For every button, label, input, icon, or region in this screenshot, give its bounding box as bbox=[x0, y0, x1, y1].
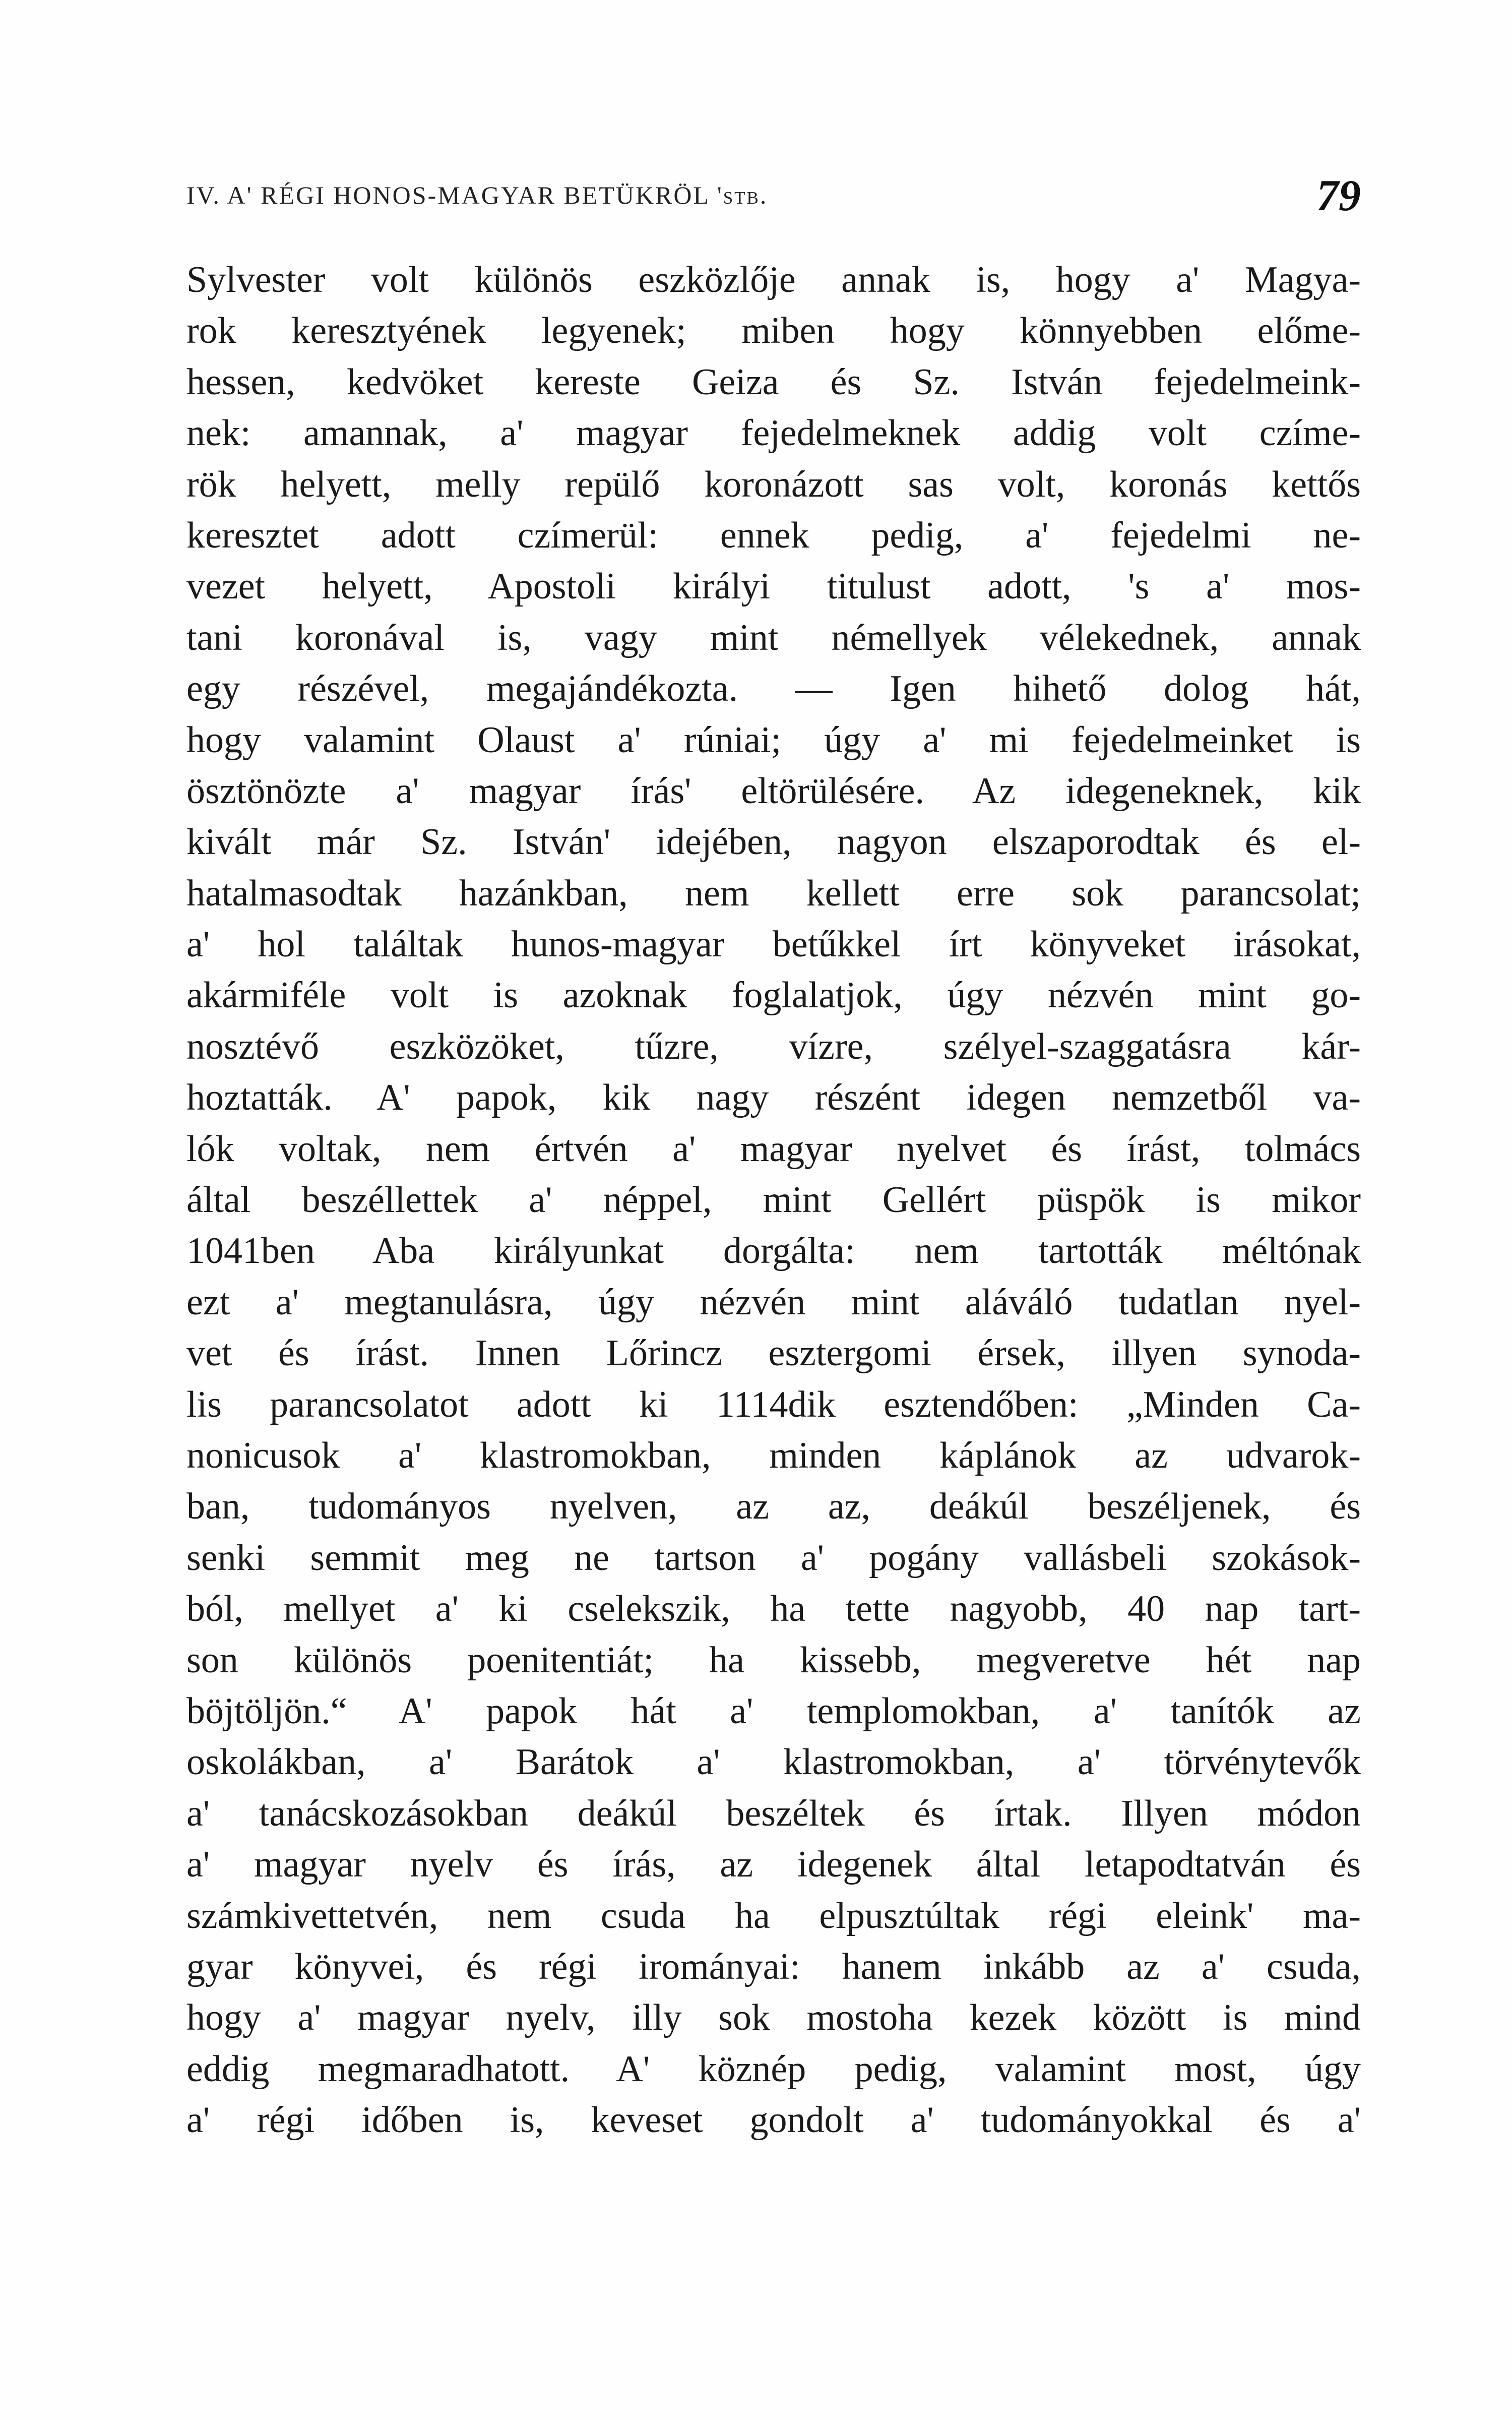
text-line-11: ösztönözte a' magyar írás' eltörülésére. Az idegeneknek, kik bbox=[186, 770, 1361, 812]
text-line-27: ból, mellyet a' ki cselekszik, ha tette nagyobb, 40 nap tart- bbox=[186, 1588, 1361, 1630]
text-line-30: oskolákban, a' Barátok a' klastromokban, a' törvénytevők bbox=[186, 1741, 1361, 1783]
text-line-15: akármiféle volt is azoknak foglalatjok, úgy nézvén mint go- bbox=[186, 975, 1361, 1016]
text-line-10: hogy valamint Olaust a' rúniai; úgy a' mi fejedelmeinket is bbox=[186, 719, 1361, 761]
text-line-21: ezt a' megtanulásra, úgy nézvén mint aláváló tudatlan nyel- bbox=[186, 1281, 1361, 1323]
text-line-34: gyar könyvei, és régi irományai: hanem inkább az a' csuda, bbox=[186, 1946, 1361, 1987]
text-line-28: son különös poenitentiát; ha kissebb, megveretve hét nap bbox=[186, 1639, 1361, 1681]
text-line-3: hessen, kedvöket kereste Geiza és Sz. István fejedelmeink- bbox=[186, 361, 1361, 403]
text-line-32: a' magyar nyelv és írás, az idegenek által letapodtatván és bbox=[186, 1844, 1361, 1886]
text-line-24: nonicusok a' klastromokban, minden káplánok az udvarok- bbox=[186, 1434, 1361, 1476]
text-line-25: ban, tudományos nyelven, az az, deákúl beszéljenek, és bbox=[186, 1486, 1361, 1528]
text-line-18: lók voltak, nem értvén a' magyar nyelvet és írást, tolmács bbox=[186, 1128, 1361, 1170]
text-line-33: számkivettetvén, nem csuda ha elpusztúltak régi eleink' ma- bbox=[186, 1895, 1361, 1937]
text-line-36: eddig megmaradhatott. A' köznép pedig, valamint most, úgy bbox=[186, 2048, 1361, 2090]
body-text bbox=[186, 255, 1361, 2146]
text-line-16: nosztévő eszközöket, tűzre, vízre, szélyel-szaggatásra kár- bbox=[186, 1025, 1361, 1067]
text-line-1: Sylvester volt különös eszközlője annak is, hogy a' Magya- bbox=[186, 259, 1361, 300]
text-line-23: lis parancsolatot adott ki 1114dik esztendőben: „Minden Ca- bbox=[186, 1383, 1361, 1425]
text-line-7: vezet helyett, Apostoli királyi titulust adott, 's a' mos- bbox=[186, 566, 1361, 608]
text-line-26: senki semmit meg ne tartson a' pogány vallásbeli szokások- bbox=[186, 1537, 1361, 1579]
text-line-22: vet és írást. Innen Lőrincz esztergomi érsek, illyen synoda- bbox=[186, 1333, 1361, 1374]
text-line-12: kivált már Sz. István' idejében, nagyon elszaporodtak és el- bbox=[186, 821, 1361, 863]
text-line-29: böjtöljön.“ A' papok hát a' templomokban, a' tanítók az bbox=[186, 1690, 1361, 1732]
text-line-2: rok keresztyének legyenek; miben hogy könnyebben előme- bbox=[186, 310, 1361, 352]
running-head bbox=[186, 171, 1361, 222]
text-line-20: 1041ben Aba királyunkat dorgálta: nem tartották méltónak bbox=[186, 1230, 1361, 1272]
text-line-5: rök helyett, melly repülő koronázott sas volt, koronás kettős bbox=[186, 463, 1361, 505]
text-line-4: nek: amannak, a' magyar fejedelmeknek addig volt czíme- bbox=[186, 412, 1361, 454]
text-line-13: hatalmasodtak hazánkban, nem kellett erre sok parancsolat; bbox=[186, 872, 1361, 914]
text-line-17: hoztatták. A' papok, kik nagy részént idegen nemzetből va- bbox=[186, 1077, 1361, 1119]
text-line-19: által beszéllettek a' néppel, mint Gellért püspök is mikor bbox=[186, 1179, 1361, 1221]
text-line-31: a' tanácskozásokban deákúl beszéltek és írtak. Illyen módon bbox=[186, 1792, 1361, 1834]
text-line-6: keresztet adott czímerül: ennek pedig, a' fejedelmi ne- bbox=[186, 514, 1361, 556]
chapter-header: IV. A' RÉGI HONOS-MAGYAR BETÜKRÖL 'stb. bbox=[186, 181, 768, 209]
text-line-35: hogy a' magyar nyelv, illy sok mostoha kezek között is mind bbox=[186, 1997, 1361, 2039]
text-line-8: tani koronával is, vagy mint némellyek vélekednek, annak bbox=[186, 617, 1361, 658]
page-number: 79 bbox=[1316, 171, 1361, 220]
text-line-9: egy részével, megajándékozta. — Igen hihető dolog hát, bbox=[186, 668, 1361, 710]
text-line-37: a' régi időben is, keveset gondolt a' tudományokkal és a' bbox=[186, 2099, 1361, 2141]
text-line-14: a' hol találtak hunos-magyar betűkkel írt könyveket irásokat, bbox=[186, 924, 1361, 965]
